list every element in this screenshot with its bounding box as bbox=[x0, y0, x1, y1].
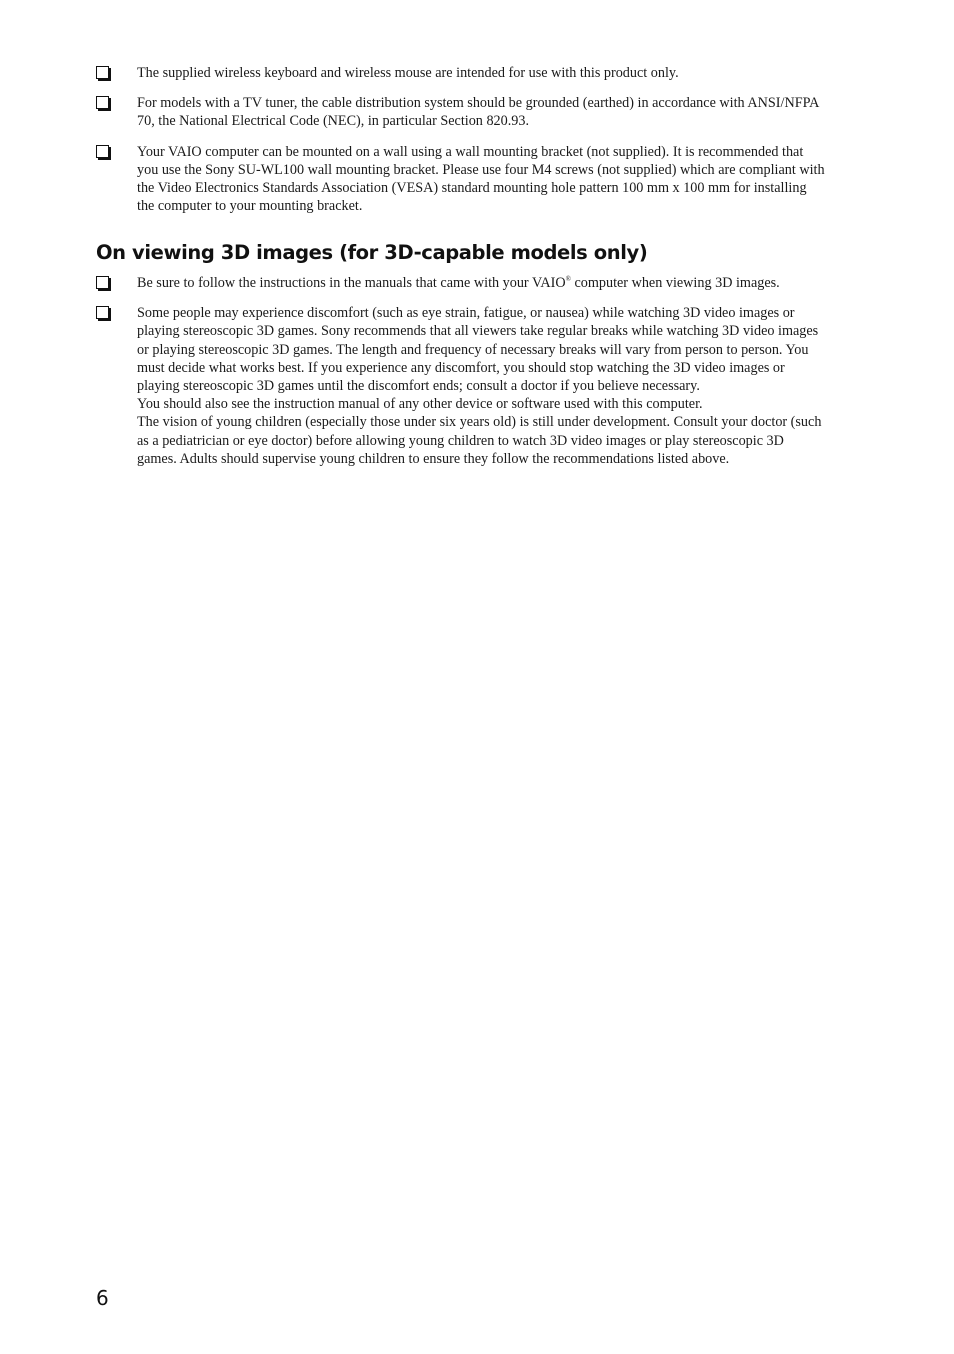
list-item-paragraph: The vision of young children (especially those under six years old) is still under development. Consult your doctor (such as a pediatrician or eye doctor) before allowing young children to watch 3D video images or play stereoscopic 3D games. Adults should supervise young children to ensure they follow the recommendations listed above. bbox=[137, 414, 822, 467]
list-item bbox=[96, 143, 826, 216]
list-item-text: Your VAIO computer can be mounted on a wall using a wall mounting bracket (not supplied). It is recommended that you use the Sony SU-WL100 wall mounting bracket. Please use four M4 screws (not supplied) which are compliant with the Video Electronics Standards Association (VESA) standard mounting hole pattern 100 mm x 100 mm for installing the computer to your mounting bracket. bbox=[137, 143, 825, 215]
list-item bbox=[96, 64, 826, 82]
list-item bbox=[96, 304, 826, 468]
checkbox-icon bbox=[96, 66, 109, 79]
list-item-text bbox=[137, 274, 826, 292]
section-heading: On viewing 3D images (for 3D-capable models only) bbox=[96, 241, 648, 264]
list-item-paragraph: Some people may experience discomfort (such as eye strain, fatigue, or nausea) while watching 3D video images or playing stereoscopic 3D games. Sony recommends that all viewers take regular breaks while watching 3D video images or playing stereoscopic 3D games. The length and frequency of necessary breaks will vary from person to person. You must decide what works best. If you experience any discomfort, you should stop watching the 3D video images or playing stereoscopic 3D games until the discomfort ends; consult a doctor if you believe necessary. bbox=[137, 305, 819, 395]
checkbox-icon bbox=[96, 96, 109, 109]
list-item-paragraph: You should also see the instruction manual of any other device or software used with this computer. bbox=[137, 396, 703, 413]
list-item-text: The supplied wireless keyboard and wireless mouse are intended for use with this product only. bbox=[137, 65, 679, 81]
3d-viewing-list bbox=[96, 274, 826, 480]
list-item bbox=[96, 94, 826, 130]
safety-list bbox=[96, 64, 826, 227]
page-number: 6 bbox=[96, 1286, 109, 1310]
checkbox-icon bbox=[96, 145, 109, 158]
list-item bbox=[96, 274, 826, 292]
checkbox-icon bbox=[96, 306, 109, 319]
list-item-text: For models with a TV tuner, the cable distribution system should be grounded (earthed) in accordance with ANSI/NFPA 70, the National Electrical Code (NEC), in particular Section 820.93. bbox=[137, 95, 819, 130]
text-segment: computer when viewing 3D images. bbox=[570, 275, 780, 291]
text-segment: Be sure to follow the instructions in the manuals that came with your VAIO bbox=[137, 275, 566, 291]
registered-mark: ® bbox=[565, 275, 571, 283]
checkbox-icon bbox=[96, 276, 109, 289]
